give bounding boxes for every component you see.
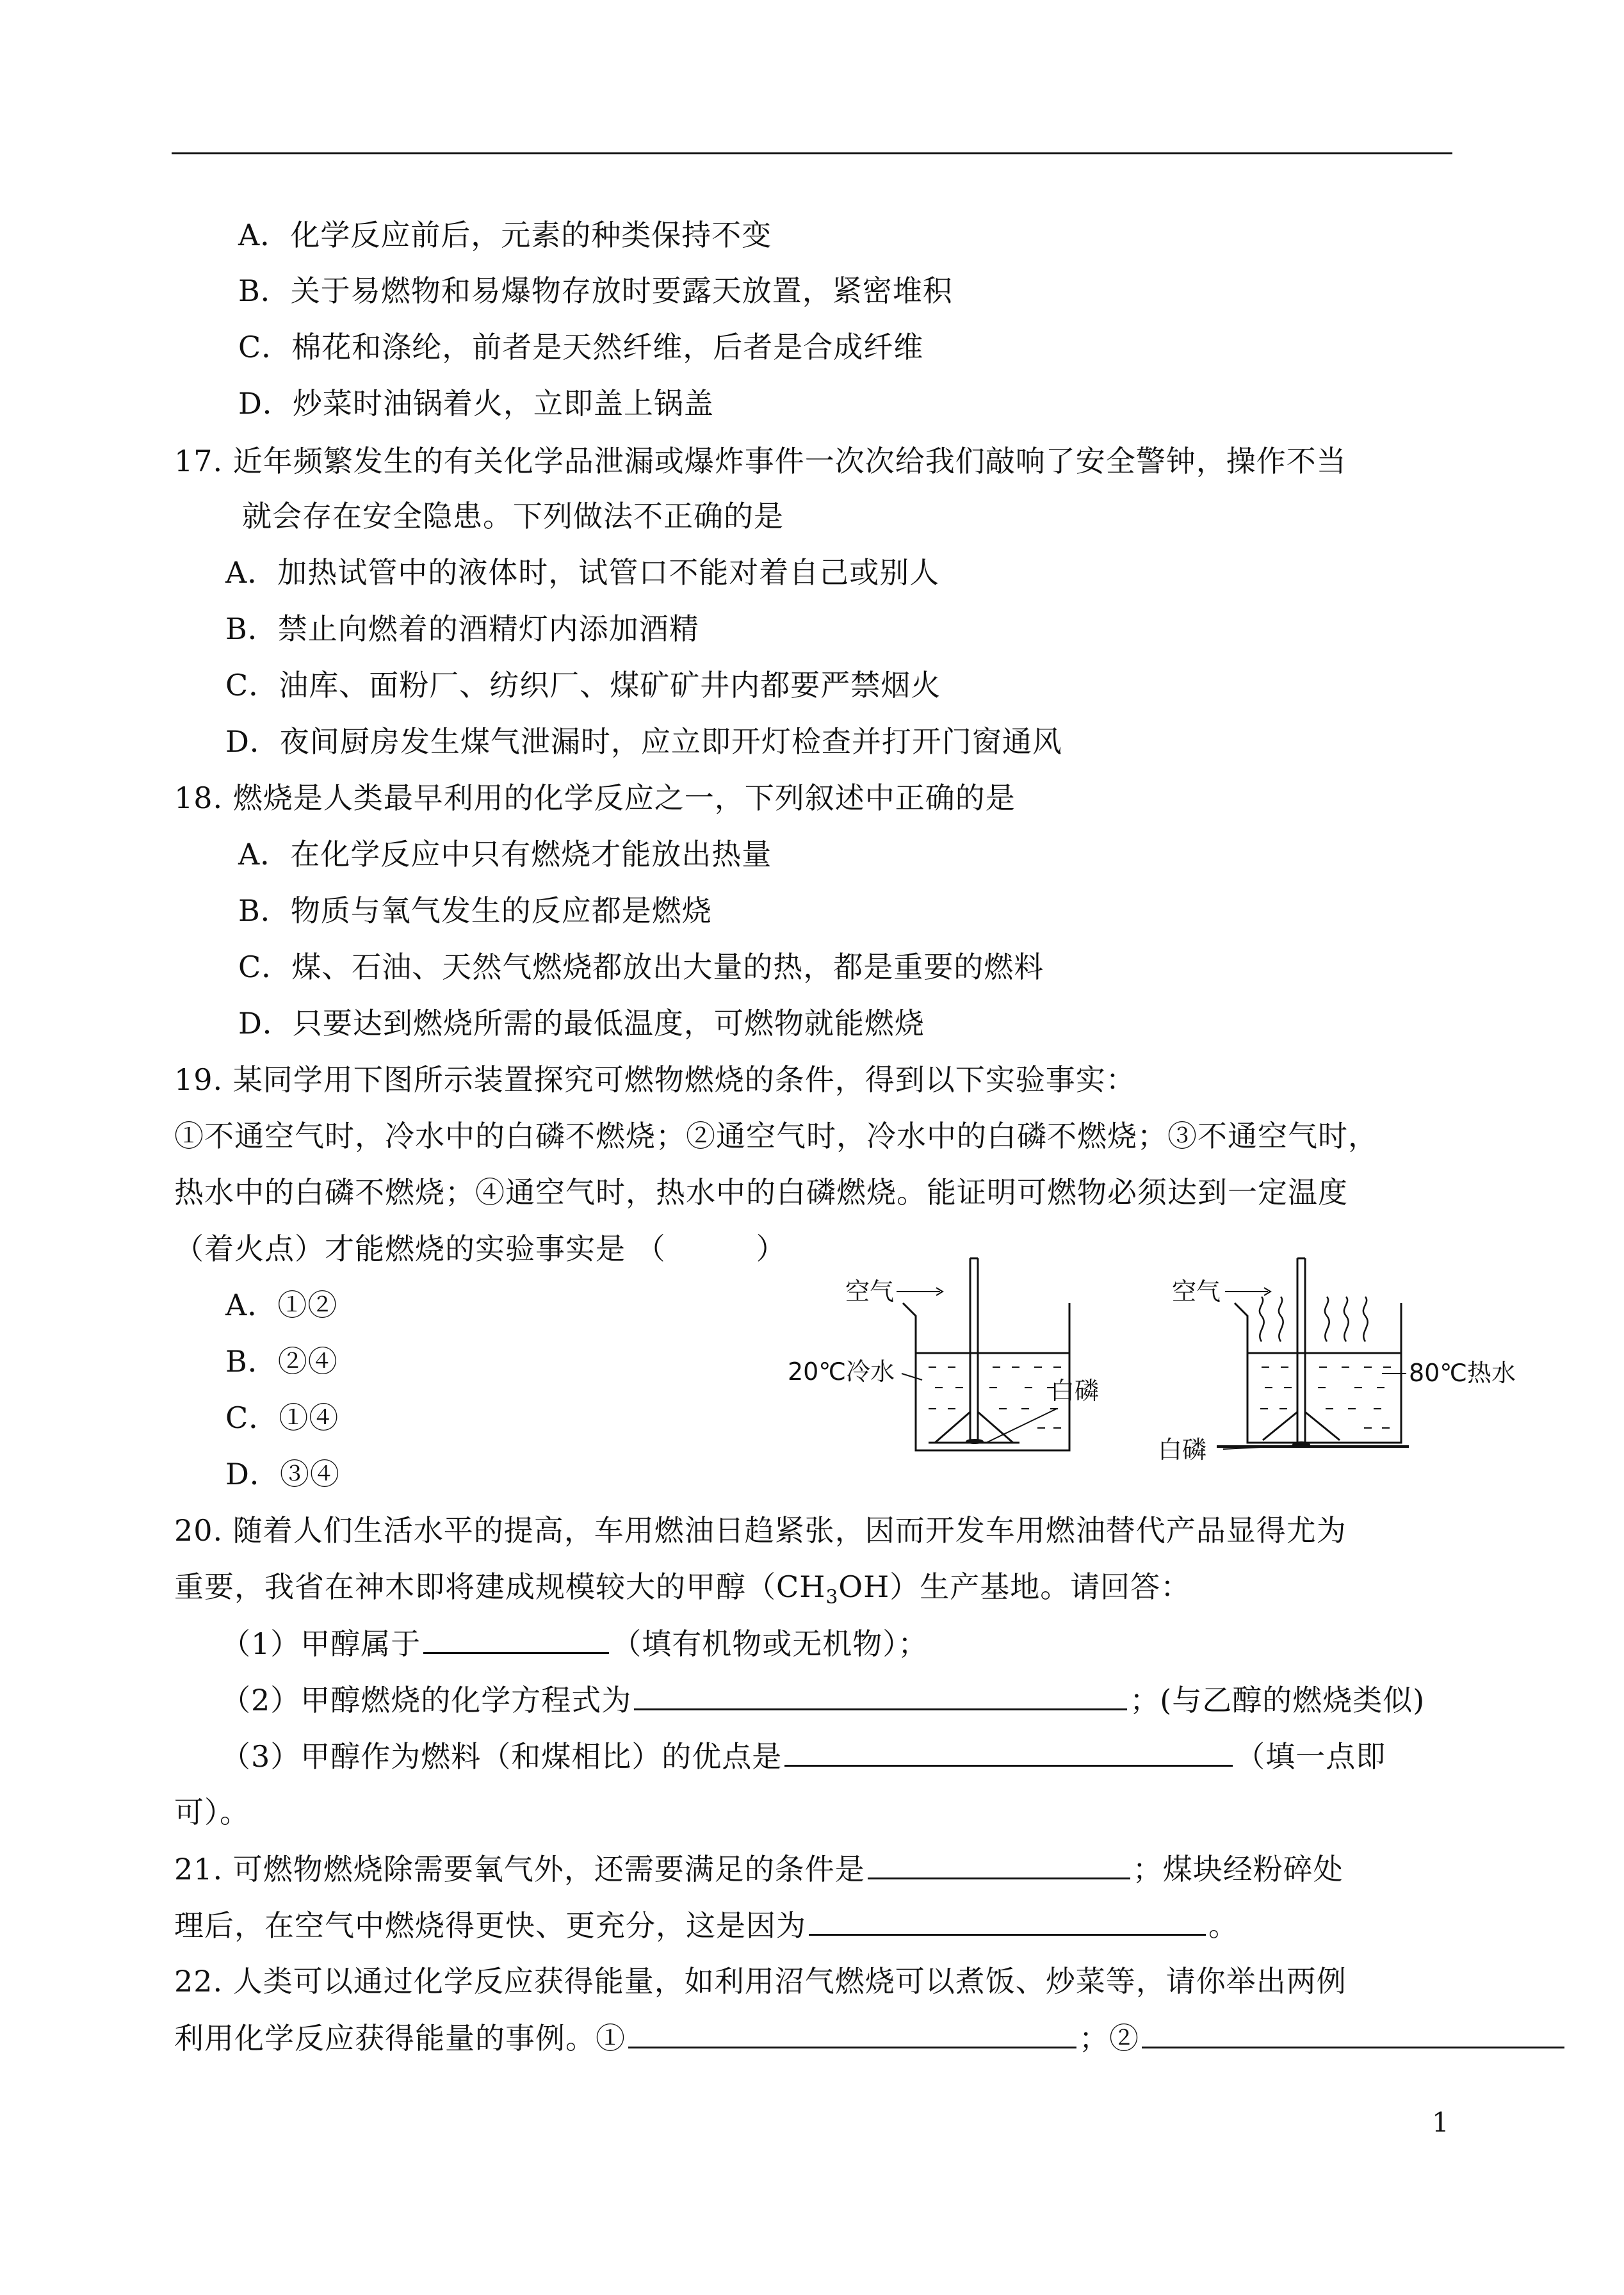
q21-line1-pre: 21. 可燃物燃烧除需要氧气外，还需要满足的条件是 [174,1852,865,1886]
q22-line2 [174,2018,1567,2057]
q16-option-b: B．关于易燃物和易爆物存放时要露天放置，紧密堆积 [238,273,953,308]
q19-option-c: C．①④ [225,1400,339,1435]
q16-option-d: D．炒菜时油锅着火，立即盖上锅盖 [238,386,714,421]
q19-option-d: D．③④ [225,1457,340,1491]
q18-option-c: C．煤、石油、天然气燃烧都放出大量的热，都是重要的燃料 [238,950,1044,984]
left-air-label: 空气 [845,1277,895,1306]
q21-blank-2[interactable] [809,1906,1206,1936]
q16-option-c: C．棉花和涤纶，前者是天然纤维，后者是合成纤维 [238,330,924,364]
right-beaker [1217,1258,1409,1449]
right-phosphorus-label: 白磷 [1158,1436,1207,1464]
q20-part2 [221,1680,1425,1719]
q17-option-b: B．禁止向燃着的酒精灯内添加酒精 [225,612,699,646]
q21-line1-post: ；煤块经粉碎处 [1132,1852,1344,1886]
left-water-label: 20℃冷水 [788,1358,895,1386]
q21-blank-1[interactable] [868,1849,1130,1879]
q22-line2-pre: 利用化学反应获得能量的事例。① [174,2021,626,2056]
q19-stem-line3: 热水中的白磷不燃烧；④通空气时，热水中的白磷燃烧。能证明可燃物必须达到一定温度 [174,1175,1348,1210]
left-phosphorus-mark [966,1439,984,1444]
page-number: 1 [1432,2107,1449,2138]
q18-stem: 18. 燃烧是人类最早利用的化学反应之一，下列叙述中正确的是 [174,781,1016,815]
q17-option-a: A．加热试管中的液体时，试管口不能对着自己或别人 [225,555,940,590]
q18-option-d: D．只要达到燃烧所需的最低温度，可燃物就能燃烧 [238,1006,925,1041]
right-phosphorus-mark [1292,1441,1310,1448]
q19-stem-line1: 19. 某同学用下图所示装置探究可燃物燃烧的条件，得到以下实验事实： [174,1062,1136,1097]
left-phosphorus-label: 白磷 [1050,1377,1100,1405]
q20-part1-blank[interactable] [423,1624,609,1654]
q20-part3-post: （填一点即 [1235,1739,1386,1774]
q20-part3 [221,1737,1386,1776]
q21-line2-pre: 理后，在空气中燃烧得更快、更充分，这是因为 [174,1908,806,1943]
q17-option-d: D．夜间厨房发生煤气泄漏时，应立即开灯检查并打开门窗通风 [225,724,1062,759]
q19-option-a: A．①② [225,1288,338,1322]
q19-option-b: B．②④ [225,1344,338,1379]
q20-part1-post: （填有机物或无机物）； [612,1626,929,1661]
q20-line2-post: OH）生产基地。请回答： [838,1569,1191,1604]
q19-stem-line2: ①不通空气时，冷水中的白磷不燃烧；②通空气时，冷水中的白磷不燃烧；③不通空气时， [174,1119,1378,1153]
q20-part3-pre: （3）甲醇作为燃料（和煤相比）的优点是 [221,1739,783,1774]
q20-part3-blank[interactable] [784,1737,1233,1767]
q20-part1 [221,1624,928,1663]
header-rule [172,152,1452,154]
q17-stem-line1: 17. 近年频繁发生的有关化学品泄漏或爆炸事件一次次给我们敲响了安全警钟，操作不当 [174,444,1347,478]
q19-apparatus-figure [768,1239,1537,1482]
q17-stem-line2: 就会存在安全隐患。下列做法不正确的是 [242,499,784,533]
left-beaker [897,1258,1069,1450]
q20-part2-blank[interactable] [634,1680,1127,1710]
q22-blank-1[interactable] [628,2018,1076,2048]
q18-option-b: B．物质与氧气发生的反应都是燃烧 [238,893,712,928]
q20-line2-pre: 重要，我省在神木即将建成规模较大的甲醇（CH [174,1569,826,1604]
q18-option-a: A．在化学反应中只有燃烧才能放出热量 [238,837,772,872]
q19-stem-line4: （着火点）才能燃烧的实验事实是 （ ） [174,1231,786,1266]
q20-part3-line2: 可）。 [174,1795,250,1829]
q22-line2-mid: ；② [1079,2021,1139,2056]
q20-part2-post: ；(与乙醇的燃烧类似) [1130,1683,1425,1717]
q20-part1-pre: （1）甲醇属于 [221,1626,421,1661]
q16-option-a: A．化学反应前后，元素的种类保持不变 [238,218,772,252]
formula-subscript: 3 [825,1586,839,1609]
q21-line1 [174,1849,1344,1888]
q22-stem-line1: 22. 人类可以通过化学反应获得能量，如利用沼气燃烧可以煮饭、炒菜等，请你举出两例 [174,1964,1347,1999]
q20-part2-pre: （2）甲醇燃烧的化学方程式为 [221,1683,632,1717]
q17-option-c: C．油库、面粉厂、纺织厂、煤矿矿井内都要严禁烟火 [225,668,941,702]
right-air-label: 空气 [1172,1277,1221,1306]
q22-blank-2[interactable] [1142,2018,1564,2048]
right-water-label: 80℃热水 [1409,1359,1516,1387]
q21-line2-post: 。 [1208,1908,1238,1943]
q20-stem-line2 [174,1568,1190,1617]
q21-line2 [174,1906,1238,1945]
q20-stem-line1: 20. 随着人们生活水平的提高，车用燃油日趋紧张，因而开发车用燃油替代产品显得尤为 [174,1513,1347,1548]
